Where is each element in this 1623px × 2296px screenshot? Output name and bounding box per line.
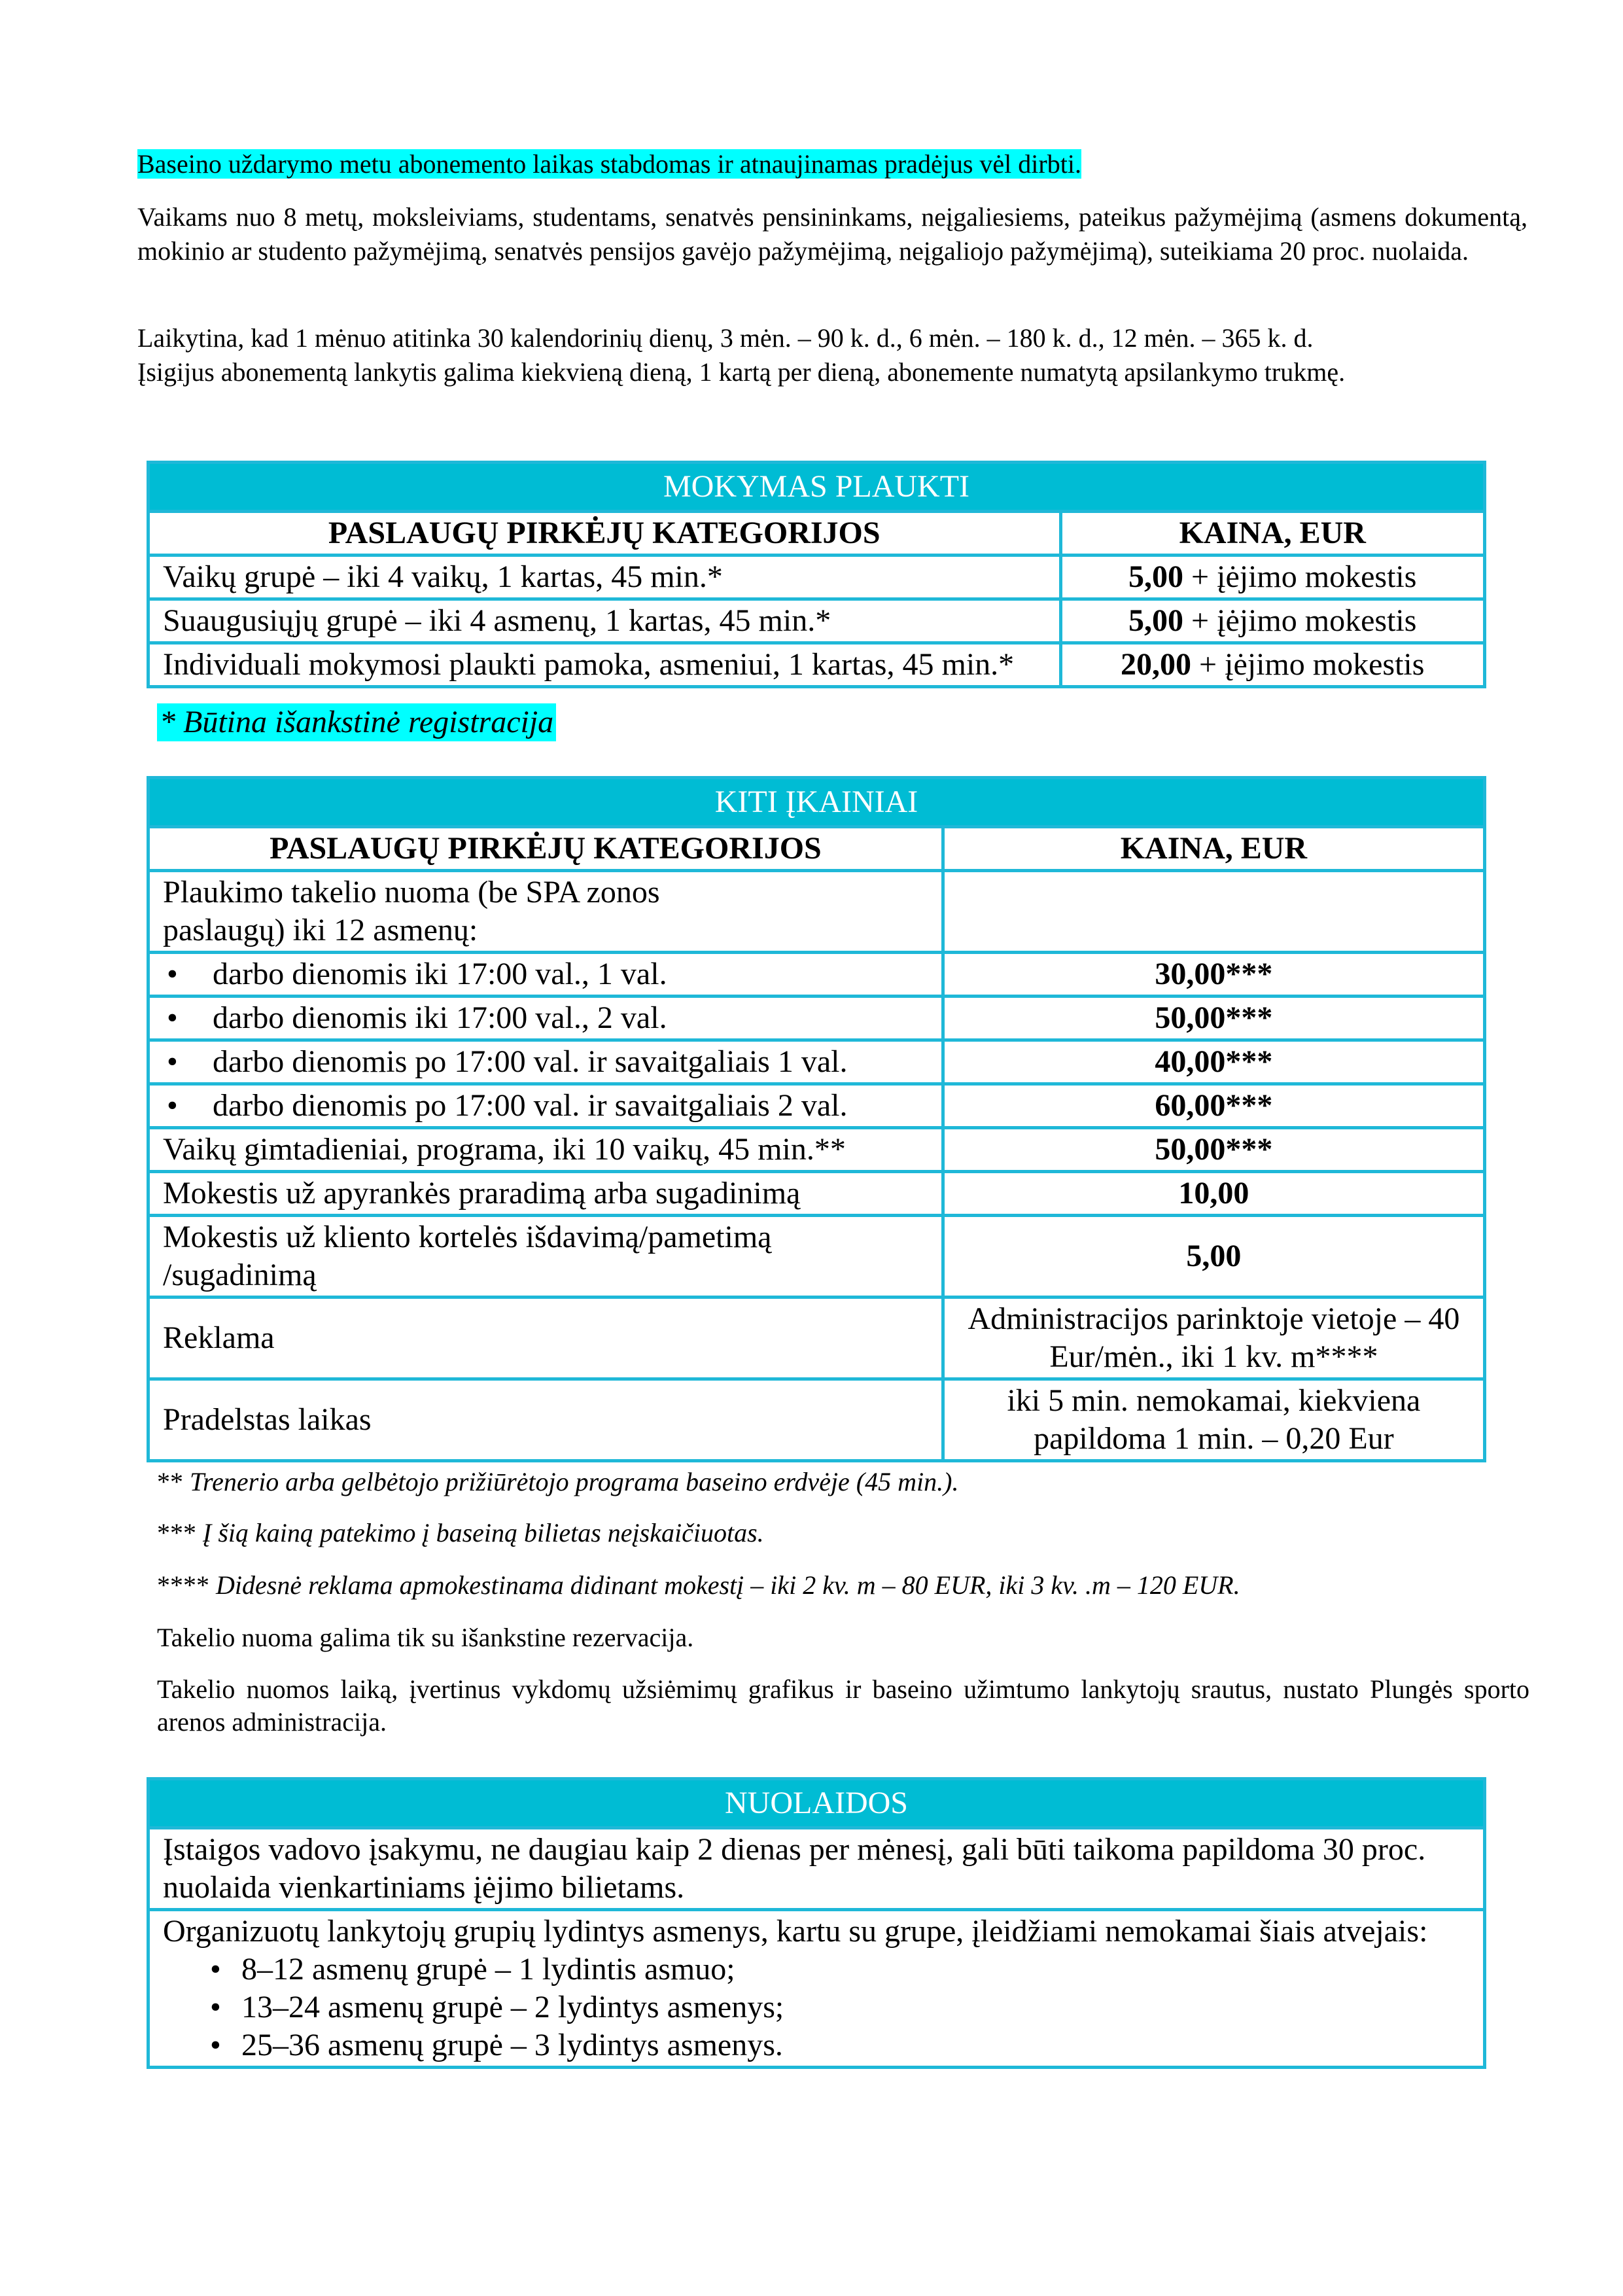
swim-row-price: 5,00 + įėjimo mokestis <box>1060 599 1485 643</box>
footnote-triple-star: *** Į šią kainą patekimo į baseiną bilietas neįskaičiuotas. <box>157 1518 764 1547</box>
discounts-table <box>147 1777 1486 2069</box>
table-row <box>148 1040 1485 1084</box>
table-row <box>148 1910 1485 2068</box>
discount-director-order: Įstaigos vadovo įsakymu, ne daugiau kaip 2 dienas per mėnesį, gali būti taikoma papildoma 30 proc. nuolaida vienkartiniams įėjimo bilietams. <box>148 1828 1485 1910</box>
other-prices-table <box>147 776 1486 1462</box>
lane-rental-price-empty <box>943 871 1484 953</box>
swim-col-price: KAINA, EUR <box>1060 512 1485 556</box>
bullet-icon: • <box>167 1044 178 1079</box>
lane-option-price: 50,00*** <box>943 997 1484 1040</box>
intro-discount-paragraph: Vaikams nuo 8 metų, moksleiviams, studentams, senatvės pensininkams, neįgaliesiems, pateikus pažymėjimą (asmens dokumentą, mokinio ar studento pažymėjimą, senatvės pensijos gavėjo pažymėjimą, neįgaliojo pažymėjimą), suteikiama 20 proc. nuolaida. <box>137 202 1527 266</box>
other-col-price: KAINA, EUR <box>943 827 1484 871</box>
table-row <box>148 871 1485 953</box>
swim-row-label: Vaikų grupė – iki 4 vaikų, 1 kartas, 45 min.* <box>148 556 1061 599</box>
other-table-header-row <box>148 827 1485 871</box>
swim-table-header-row <box>148 512 1485 556</box>
swim-lessons-table <box>147 461 1486 688</box>
footnote-quad-star: **** Didesnė reklama apmokestinama didinant mokestį – iki 2 kv. m – 80 EUR, iki 3 kv. .m – 120 EUR. <box>157 1570 1240 1600</box>
lane-option-label: • darbo dienomis po 17:00 val. ir savaitgaliais 1 val. <box>148 1040 943 1084</box>
bracelet-fee-price: 10,00 <box>943 1172 1484 1216</box>
table-row <box>148 1298 1485 1379</box>
lane-option-label: • darbo dienomis iki 17:00 val., 1 val. <box>148 953 943 997</box>
table-row <box>148 556 1485 599</box>
late-label: Pradelstas laikas <box>148 1379 943 1461</box>
table-row <box>148 1084 1485 1128</box>
swim-col-category: PASLAUGŲ PIRKĖJŲ KATEGORIJOS <box>148 512 1061 556</box>
table-row <box>148 1216 1485 1298</box>
ad-label: Reklama <box>148 1298 943 1379</box>
companion-list <box>163 1951 1470 2064</box>
table-row <box>148 643 1485 687</box>
list-item: • 25–36 asmenų grupė – 3 lydintys asmenys. <box>163 2026 1470 2064</box>
swim-row-label: Suaugusiųjų grupė – iki 4 asmenų, 1 kartas, 45 min.* <box>148 599 1061 643</box>
birthday-label: Vaikų gimtadieniai, programa, iki 10 vaikų, 45 min.** <box>148 1128 943 1172</box>
lane-rental-label: Plaukimo takelio nuoma (be SPA zonos paslaugų) iki 12 asmenų: <box>148 871 943 953</box>
birthday-price: 50,00*** <box>943 1128 1484 1172</box>
discounts-title: NUOLAIDOS <box>148 1779 1485 1828</box>
card-fee-price: 5,00 <box>943 1216 1484 1298</box>
table-row <box>148 997 1485 1040</box>
table-row <box>148 953 1485 997</box>
lane-option-label: • darbo dienomis iki 17:00 val., 2 val. <box>148 997 943 1040</box>
bullet-icon: • <box>167 1088 178 1123</box>
swim-row-label: Individuali mokymosi plaukti pamoka, asmeniui, 1 kartas, 45 min.* <box>148 643 1061 687</box>
discounts-title-row <box>148 1779 1485 1828</box>
lane-option-price: 60,00*** <box>943 1084 1484 1128</box>
intro-visit-rule: Įsigijus abonementą lankytis galima kiekvieną dieną, 1 kartą per dieną, abonemente numatytą apsilankymo trukmę. <box>137 357 1346 387</box>
card-fee-label: Mokestis už kliento kortelės išdavimą/pametimą /sugadinimą <box>148 1216 943 1298</box>
footnote-double-star: ** Trenerio arba gelbėtojo prižiūrėtojo programa baseino erdvėje (45 min.). <box>157 1467 959 1496</box>
table-row <box>148 1379 1485 1461</box>
other-table-title-row <box>148 778 1485 827</box>
lane-option-label: • darbo dienomis po 17:00 val. ir savaitgaliais 2 val. <box>148 1084 943 1128</box>
registration-required-note: * Būtina išankstinė registracija <box>157 703 556 741</box>
lane-schedule-note: Takelio nuomos laiką, įvertinus vykdomų užsiėmimų grafikus ir baseino užimtumo lankytojų srautus, nustato Plungės sporto arenos administracija. <box>157 1674 1529 1737</box>
lane-option-price: 30,00*** <box>943 953 1484 997</box>
lane-reservation-note: Takelio nuoma galima tik su išankstine rezervacija. <box>157 1623 694 1652</box>
bracelet-fee-label: Mokestis už apyrankės praradimą arba sugadinimą <box>148 1172 943 1216</box>
other-col-category: PASLAUGŲ PIRKĖJŲ KATEGORIJOS <box>148 827 943 871</box>
intro-suspension-note: Baseino uždarymo metu abonemento laikas stabdomas ir atnaujinamas pradėjus vėl dirbti. <box>137 149 1081 179</box>
late-price: iki 5 min. nemokamai, kiekviena papildoma 1 min. – 0,20 Eur <box>943 1379 1484 1461</box>
bullet-icon: • <box>167 957 178 991</box>
swim-row-price: 5,00 + įėjimo mokestis <box>1060 556 1485 599</box>
bullet-icon: • <box>167 1000 178 1035</box>
list-item: • 8–12 asmenų grupė – 1 lydintis asmuo; <box>163 1951 1470 1988</box>
swim-table-title-row <box>148 463 1485 512</box>
table-row <box>148 1828 1485 1910</box>
discount-group-companions: Organizuotų lankytojų grupių lydintys asmenys, kartu su grupe, įleidžiami nemokamai šiais atvejais: • 8–12 asmenų grupė – 1 lydintis asmuo; • 13–24 asmenų grupė – 2 lydintys asmenys; • 25–36 asmenų grupė – 3 lydintys asmenys. <box>148 1910 1485 2068</box>
ad-price: Administracijos parinktoje vietoje – 40 Eur/mėn., iki 1 kv. m**** <box>943 1298 1484 1379</box>
intro-month-definition: Laikytina, kad 1 mėnuo atitinka 30 kalendorinių dienų, 3 mėn. – 90 k. d., 6 mėn. – 180 k. d., 12 mėn. – 365 k. d. <box>137 323 1314 353</box>
swim-row-price: 20,00 + įėjimo mokestis <box>1060 643 1485 687</box>
table-row <box>148 1172 1485 1216</box>
swim-table-title: MOKYMAS PLAUKTI <box>148 463 1485 512</box>
table-row <box>148 1128 1485 1172</box>
lane-option-price: 40,00*** <box>943 1040 1484 1084</box>
table-row <box>148 599 1485 643</box>
other-table-title: KITI ĮKAINIAI <box>148 778 1485 827</box>
list-item: • 13–24 asmenų grupė – 2 lydintys asmenys; <box>163 1988 1470 2026</box>
